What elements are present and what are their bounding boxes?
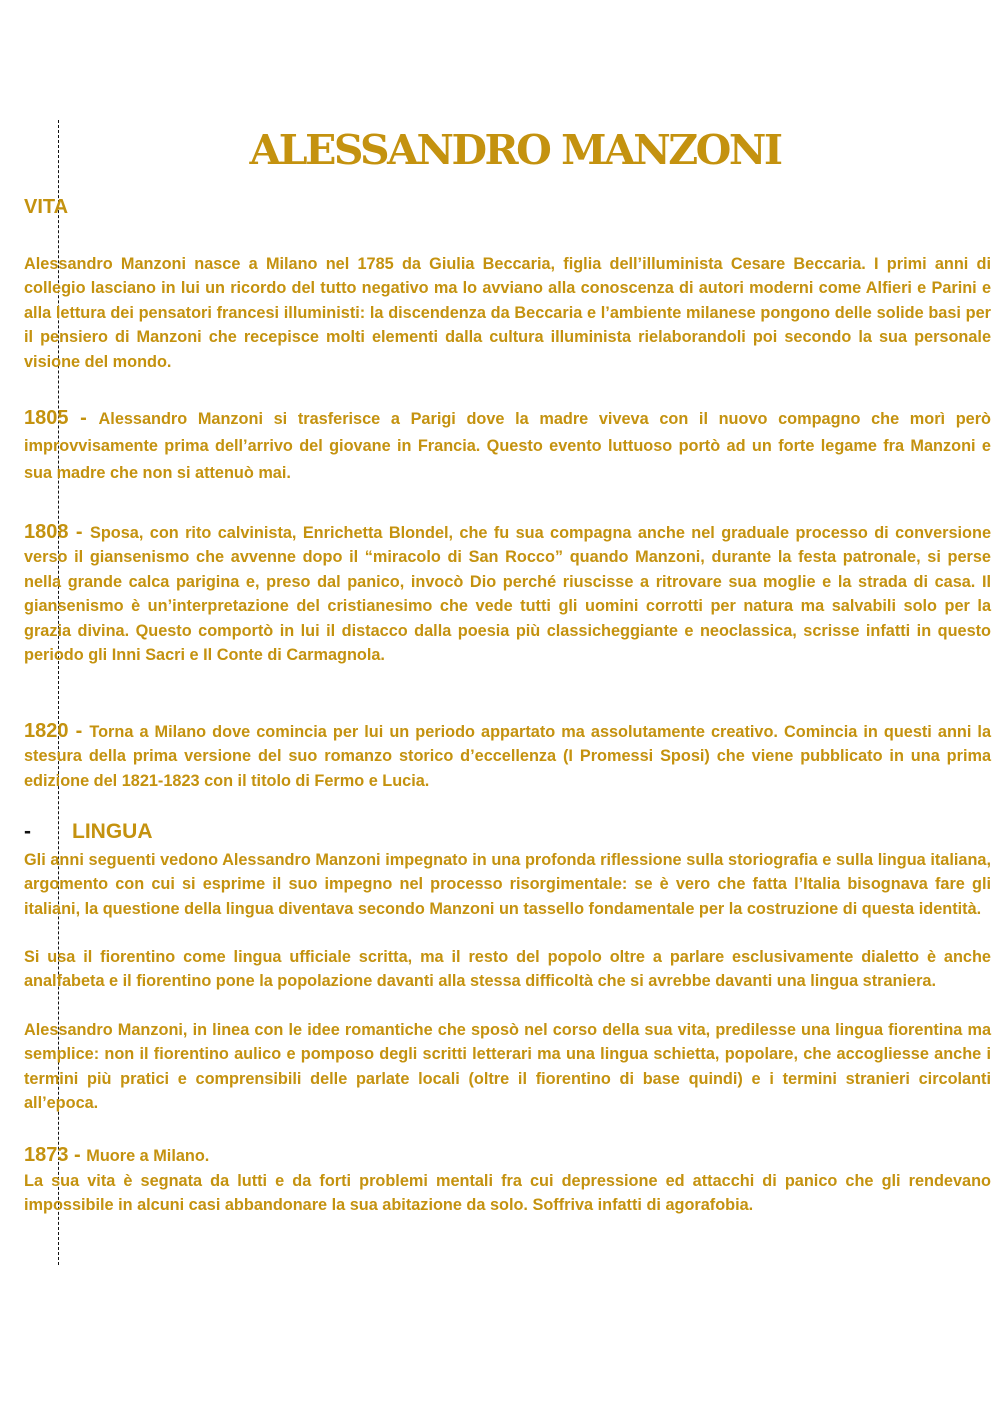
paragraph-1805-text: Alessandro Manzoni si trasferisce a Parigi dove la madre viveva con il nuovo compagno che morì però improvvisamente prima dell’arrivo del giovane in Francia. Questo evento luttuoso portò ad un forte legame fra Manzoni e sua madre che non si attenuò mai. [24,410,991,482]
paragraph-lingua-1: Gli anni seguenti vedono Alessandro Manzoni impegnato in una profonda riflessione sulla storiografia e sulla lingua italiana, argomento con cui si esprime il suo impegno nel processo risorgimentale: se è vero che fatta l’Italia bisognava fare gli italiani, la questione della lingua diventava secondo Manzoni un tassello fondamentale per la costruzione di questa identità. [24,851,991,918]
paragraph-1873 [24,1143,991,1168]
year-separator: - [68,720,90,742]
paragraph-1873-text: Muore a Milano. [86,1147,210,1165]
year-1805: 1805 [24,407,69,429]
year-separator: - [68,1144,87,1166]
year-1820: 1820 [24,720,69,742]
paragraph-1808 [24,520,991,667]
page-title: ALESSANDRO MANZONI [249,126,781,174]
year-separator: - [68,521,90,543]
section-heading-lingua-row [24,820,153,844]
paragraph-1808-text: Sposa, con rito calvinista, Enrichetta Blondel, che fu sua compagna anche nel graduale processo di conversione verso il giansenismo che avvenne dopo il “miracolo di San Rocco” quando Manzoni, durante la festa patronale, si perse nella grande calca parigina e, preso dal panico, invocò Dio perché riuscisse a ritrovare sua moglie e la strada di casa. Il giansenismo è un’interpretazione del cristianesimo che vede tutti gli uomini corrotti per natura ma salvabili solo per la grazia divina. Questo comportò in lui il distacco dalla poesia più classicheggiante e neoclassica, scrisse infatti in questo periodo gli Inni Sacri e Il Conte di Carmagnola. [24,524,991,665]
section-heading-vita: VITA [24,196,69,218]
paragraph-1820-text: Torna a Milano dove comincia per lui un periodo appartato ma assolutamente creativo. Comincia in questi anni la stesura della prima versione del suo romanzo storico d’eccellenza (I Promessi Sposi) che viene pubblicato in una prima edizione del 1821-1823 con il titolo di Fermo e Lucia. [24,723,991,790]
year-separator: - [68,407,99,429]
paragraph-lingua-3: Alessandro Manzoni, in linea con le idee romantiche che sposò nel corso della sua vita, predilesse una lingua fiorentina ma semplice: non il fiorentino aulico e pomposo degli scritti letterari ma una lingua schietta, popolare, che accogliesse anche i termini più pratici e comprensibili delle parlate locali (oltre il fiorentino di base quindi) e i termini stranieri circolanti all’epoca. [24,1021,991,1113]
paragraph-intro: Alessandro Manzoni nasce a Milano nel 1785 da Giulia Beccaria, figlia dell’illuminista Cesare Beccaria. I primi anni di collegio lasciano in lui un ricordo del tutto negativo ma lo avviano alla conoscenza di autori moderni come Alfieri e Parini e alla lettura dei pensatori francesi illuministi: la discendenza da Beccaria e l’ambiente milanese pongono delle solide basi per il pensiero di Manzoni che recepisce molti elementi dalla cultura illuminista rielaborandoli poi secondo la sua personale visione del mondo. [24,255,991,371]
paragraph-1820 [24,719,991,793]
section-heading-lingua: LINGUA [72,820,153,843]
year-1808: 1808 [24,521,69,543]
paragraph-lingua-2: Si usa il fiorentino come lingua ufficiale scritta, ma il resto del popolo oltre a parlare esclusivamente dialetto è anche analfabeta e il fiorentino pone la popolazione davanti alla stessa difficoltà che si avrebbe davanti una lingua straniera. [24,948,991,991]
year-1873: 1873 [24,1144,69,1166]
heading-bullet: - [24,820,31,843]
paragraph-1805 [24,405,991,487]
paragraph-final: La sua vita è segnata da lutti e da forti problemi mentali fra cui depressione ed attacchi di panico che gli rendevano impossibile in alcuni casi abbandonare la sua abitazione da solo. Soffriva infatti di agorafobia. [24,1172,991,1215]
